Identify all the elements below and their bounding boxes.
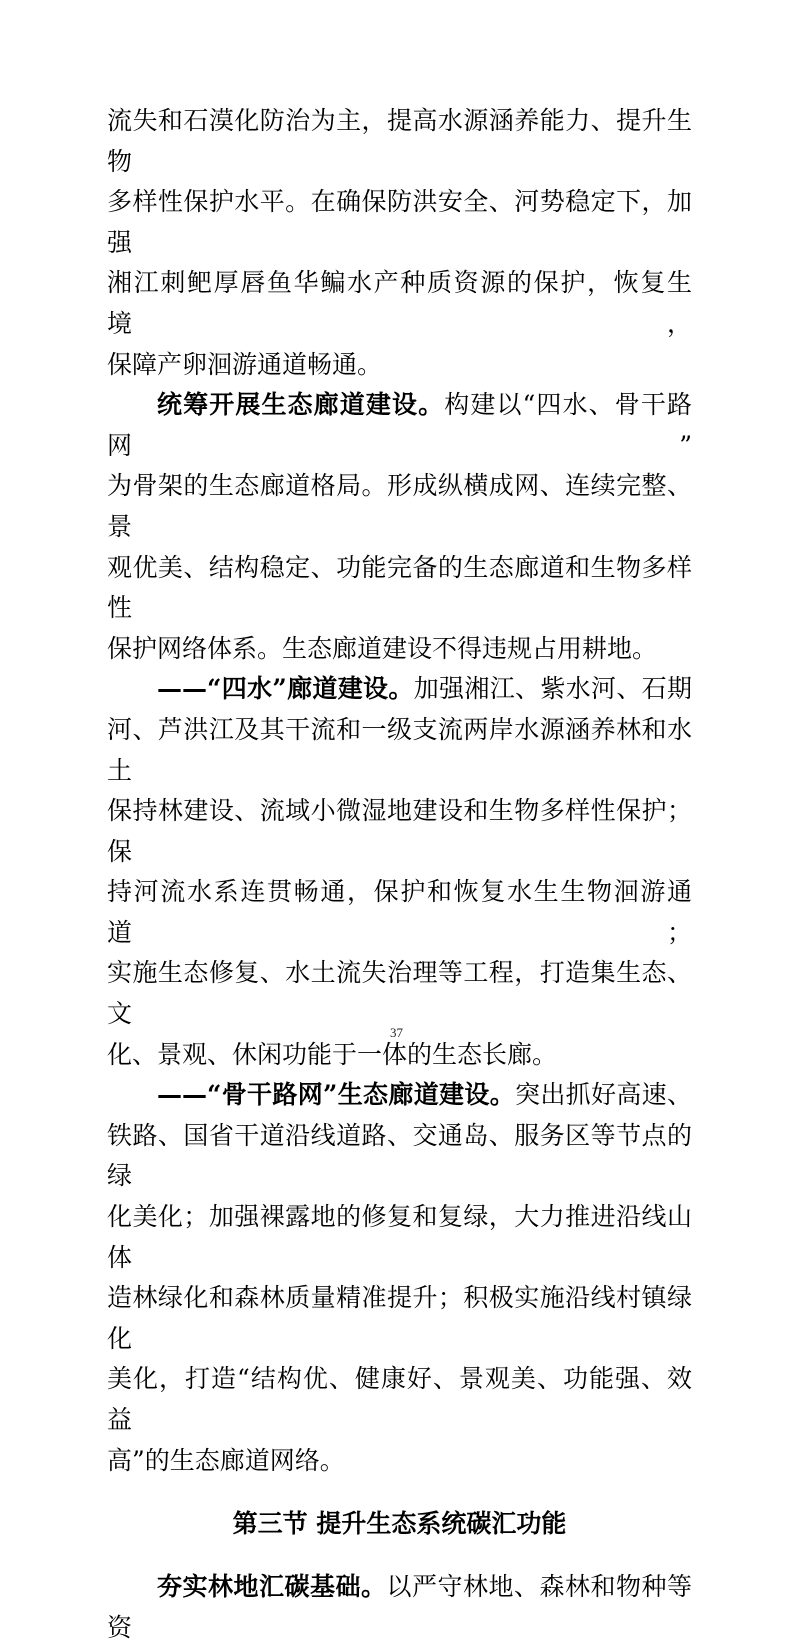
text-span: 以严守林地、森林和物种等资 [107, 1572, 692, 1642]
text-span: 加强湘江、紫水河、石期 [413, 674, 692, 704]
paragraph-1 [107, 101, 692, 385]
bold-lead: 统筹开展生态廊道建设。 [157, 390, 445, 420]
text-line: 保障产卵洄游通道畅通。 [107, 349, 383, 379]
text-line: 高”的生态廊道网络。 [107, 1445, 345, 1475]
text-line [107, 1075, 692, 1116]
text-line: 湘江刺鲃厚唇鱼华鳊水产种质资源的保护，恢复生境， [107, 268, 692, 338]
body-text [107, 101, 692, 1648]
text-span: 突出抓好高速、 [515, 1080, 692, 1110]
text-line: 实施生态修复、水土流失治理等工程，打造集生态、文 [107, 958, 692, 1029]
text-line: 美化，打造“结构优、健康好、景观美、功能强、效益 [107, 1364, 692, 1434]
text-line: 持河流水系连贯畅通，保护和恢复水生生物洄游通道； [107, 877, 692, 947]
text-line: 保持林建设、流域小微湿地建设和生物多样性保护；保 [107, 796, 692, 866]
text-line: 保护网络体系。生态廊道建设不得违规占用耕地。 [107, 633, 658, 663]
bold-lead: ——“骨干路网”生态廊道建设。 [157, 1080, 516, 1110]
text-line: 为骨架的生态廊道格局。形成纵横成网、连续完整、景 [107, 471, 692, 541]
section-heading: 第三节 提升生态系统碳汇功能 [232, 1509, 567, 1539]
text-line: 河、芦洪江及其干流和一级支流两岸水源涵养林和水土 [107, 714, 692, 785]
text-line: 铁路、国省干道沿线道路、交通岛、服务区等节点的绿 [107, 1120, 692, 1191]
page-number: 37 [390, 1025, 403, 1040]
text-line [107, 669, 692, 710]
text-line: 流失和石漠化防治为主，提高水源涵养能力、提升生物 [107, 106, 692, 176]
text-line: 观优美、结构稳定、功能完备的生态廊道和生物多样性 [107, 552, 692, 623]
paragraph-3 [107, 669, 692, 1075]
bold-lead: ——“四水”廊道建设。 [157, 674, 414, 704]
text-line: 化美化；加强裸露地的修复和复绿，大力推进沿线山体 [107, 1202, 692, 1272]
paragraph-4 [107, 1075, 692, 1481]
text-line: 造林绿化和森林质量精准提升；积极实施沿线村镇绿化 [107, 1283, 692, 1353]
paragraph-5 [107, 1567, 692, 1648]
text-line [107, 1567, 692, 1648]
paragraph-2 [107, 385, 692, 669]
bold-lead: 夯实林地汇碳基础。 [157, 1572, 387, 1602]
text-line: 多样性保护水平。在确保防洪安全、河势稳定下，加强 [107, 187, 692, 257]
text-span: 构建以“四水、骨干路网” [107, 390, 692, 460]
text-line: 化、景观、休闲功能于一体的生态长廊。 [107, 1039, 558, 1069]
text-line [107, 385, 692, 466]
